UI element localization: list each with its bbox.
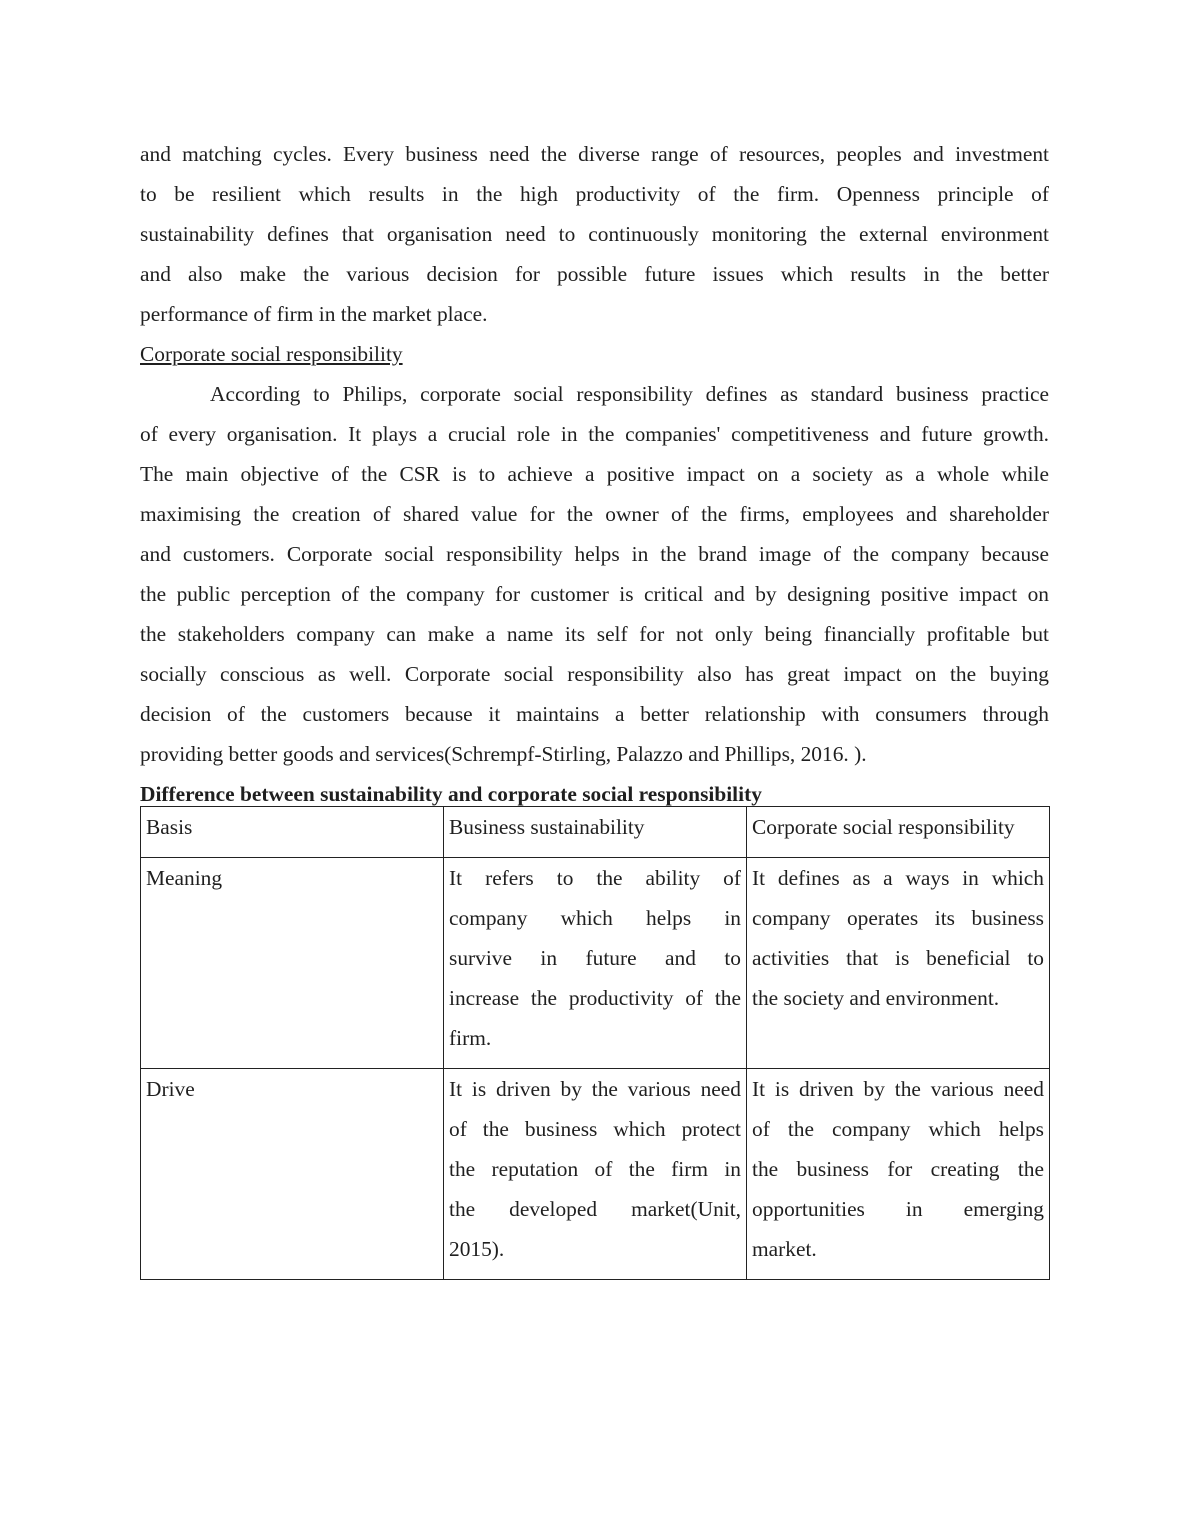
text-line: company which helps in bbox=[449, 906, 741, 930]
document-page bbox=[140, 134, 1049, 1280]
section-heading-csr: Corporate social responsibility bbox=[140, 342, 403, 366]
text-line: the business for creating the bbox=[752, 1157, 1044, 1181]
paragraph-sustainability bbox=[140, 134, 1049, 334]
text-line: to be resilient which results in the high productivity of the firm. Openness principle of bbox=[140, 182, 1049, 206]
text-line: opportunities in emerging bbox=[752, 1197, 1044, 1221]
text-line: the reputation of the firm in bbox=[449, 1157, 741, 1181]
text-line: It defines as a ways in which bbox=[752, 866, 1044, 890]
header-cell-sustainability bbox=[444, 807, 747, 858]
text-line: The main objective of the CSR is to achieve a positive impact on a society as a whole while bbox=[140, 462, 1049, 486]
text-line: performance of firm in the market place. bbox=[140, 302, 488, 326]
table-row bbox=[141, 858, 1050, 1069]
text-line: of the company which helps bbox=[752, 1117, 1044, 1141]
cell-sustainability bbox=[444, 1069, 747, 1280]
header-cell-basis bbox=[141, 807, 444, 858]
cell-sustainability bbox=[444, 858, 747, 1069]
paragraph-csr bbox=[140, 374, 1049, 774]
text-line: firm. bbox=[449, 1026, 492, 1050]
text-line: increase the productivity of the bbox=[449, 986, 741, 1010]
cell-basis bbox=[141, 858, 444, 1069]
header-cell-csr bbox=[747, 807, 1050, 858]
text-line: activities that is beneficial to bbox=[752, 946, 1044, 970]
text-line: socially conscious as well. Corporate social responsibility also has great impact on the buying bbox=[140, 662, 1049, 686]
text-line: It is driven by the various need bbox=[449, 1077, 741, 1101]
text-line: of the business which protect bbox=[449, 1117, 741, 1141]
text-line: and customers. Corporate social responsibility helps in the brand image of the company because bbox=[140, 542, 1049, 566]
text-line: decision of the customers because it maintains a better relationship with consumers through bbox=[140, 702, 1049, 726]
header-text: Corporate social responsibility bbox=[752, 815, 1015, 839]
text-line: the stakeholders company can make a name its self for not only being financially profitable but bbox=[140, 622, 1049, 646]
text-line: 2015). bbox=[449, 1237, 505, 1261]
text-line: sustainability defines that organisation need to continuously monitoring the external environment bbox=[140, 222, 1049, 246]
text-line: company operates its business bbox=[752, 906, 1044, 930]
comparison-table bbox=[140, 806, 1050, 1280]
text-line: market. bbox=[752, 1237, 817, 1261]
cell-csr bbox=[747, 1069, 1050, 1280]
text-line: and also make the various decision for possible future issues which results in the better bbox=[140, 262, 1049, 286]
text-line: survive in future and to bbox=[449, 946, 741, 970]
text-line: the developed market(Unit, bbox=[449, 1197, 741, 1221]
header-text: Basis bbox=[146, 815, 193, 839]
table-header-row bbox=[141, 807, 1050, 858]
text-line: of every organisation. It plays a crucial role in the companies' competitiveness and future growth. bbox=[140, 422, 1049, 446]
cell-csr bbox=[747, 858, 1050, 1069]
text-line: According to Philips, corporate social responsibility defines as standard business practice bbox=[210, 382, 1049, 406]
text-line: and matching cycles. Every business need the diverse range of resources, peoples and investment bbox=[140, 142, 1049, 166]
table-row bbox=[141, 1069, 1050, 1280]
cell-basis bbox=[141, 1069, 444, 1280]
cell-text: Meaning bbox=[146, 866, 223, 890]
cell-text: Drive bbox=[146, 1077, 195, 1101]
text-line: the society and environment. bbox=[752, 986, 1000, 1010]
text-line: providing better goods and services(Schrempf-Stirling, Palazzo and Phillips, 2016. ). bbox=[140, 742, 867, 766]
text-line: the public perception of the company for customer is critical and by designing positive impact on bbox=[140, 582, 1049, 606]
table-title: Difference between sustainability and corporate social responsibility bbox=[140, 782, 762, 806]
text-line: It refers to the ability of bbox=[449, 866, 741, 890]
header-text: Business sustainability bbox=[449, 815, 645, 839]
text-line: It is driven by the various need bbox=[752, 1077, 1044, 1101]
text-line: maximising the creation of shared value for the owner of the firms, employees and shareholder bbox=[140, 502, 1049, 526]
